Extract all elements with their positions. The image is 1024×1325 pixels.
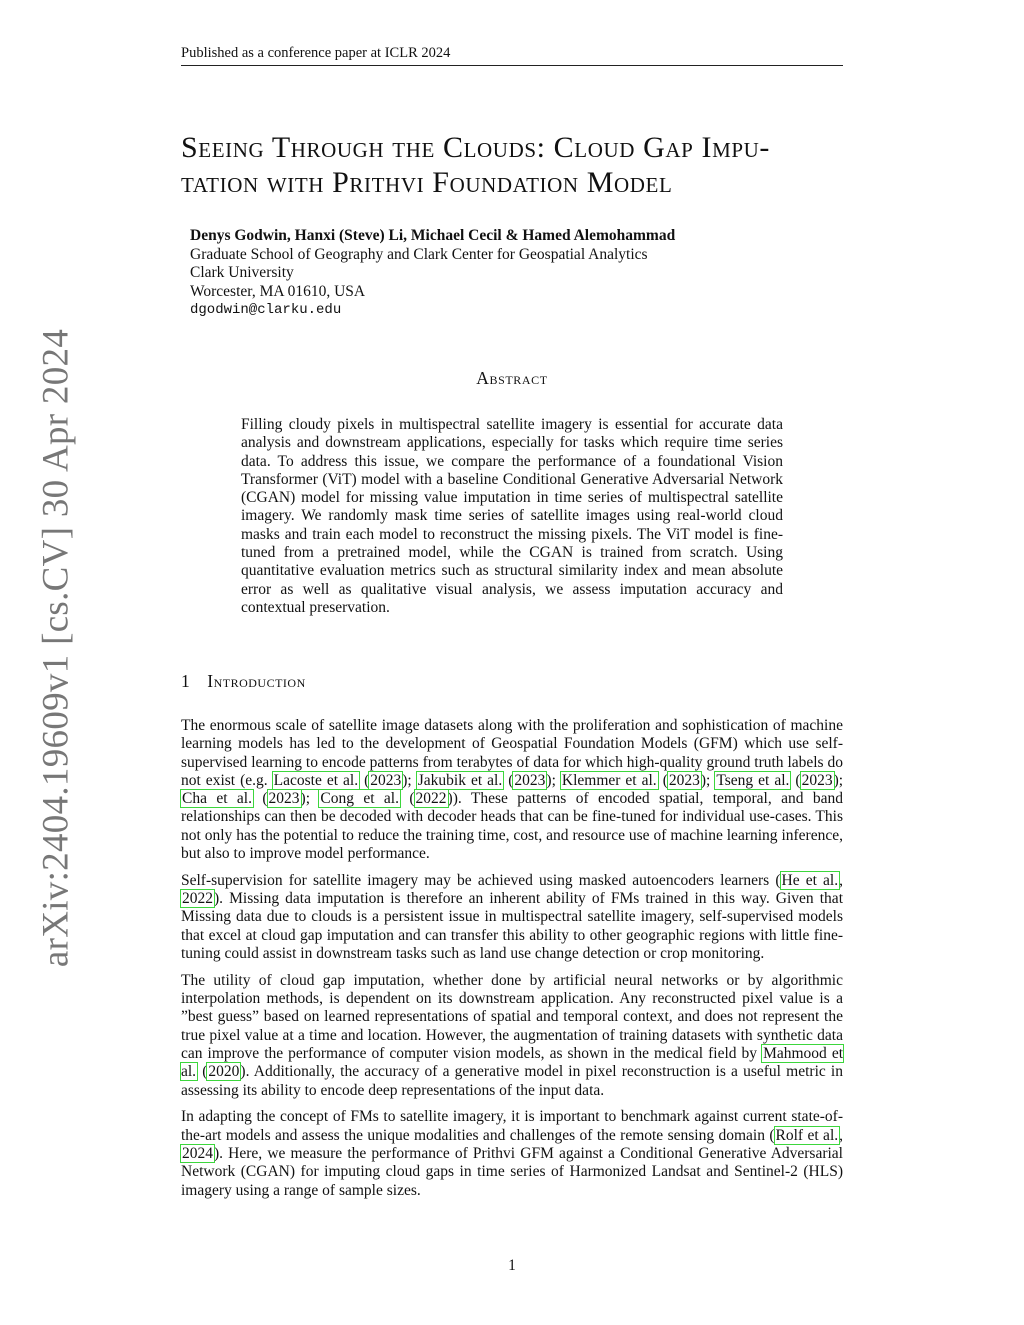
arxiv-identifier-stamp: arXiv:2404.19609v1 [cs.CV] 30 Apr 2024 — [35, 328, 77, 968]
title-line-1: Seeing Through the Clouds: Cloud Gap Impu- — [181, 131, 770, 164]
citation-link[interactable]: Jakubik et al. — [417, 771, 503, 789]
paragraph-4: In adapting the concept of FMs to satellite imagery, it is important to benchmark against current state-of-the-art models and assess the unique modalities and challenges of the remote sensing domain (Rolf et al., 2024). Here, we measure the performance of Prithvi GFM against a Conditional Generative Adversarial Network (CGAN) for imputing cloud gaps in time series of Harmonized Landsat and Sentinel-2 (HLS) imagery using a range of sample sizes. — [181, 1108, 843, 1199]
section-number: 1 — [181, 671, 191, 691]
citation-link[interactable]: Mahmood et al. — [181, 1045, 844, 1081]
author-email[interactable]: dgodwin@clarku.edu — [190, 302, 342, 319]
citation-link[interactable]: Cong et al. — [320, 790, 399, 808]
citation-link[interactable]: 2023 — [370, 771, 402, 789]
title-line-2: tation with Prithvi Foundation Model — [181, 166, 673, 199]
paragraph-text: The utility of cloud gap imputation, whether done by artificial neural networks or by algorithmic interpolation methods, is dependent on its downstream application. Any reconstructed pixel value is a ”best guess” based on learned representations of spatial and temporal context, and does not represent the true pixel value at a time and location. However, the augmentation of training datasets with synthetic data can improve the performance of computer vision models, as shown in the medical field by — [181, 971, 843, 1063]
section-heading-introduction — [181, 671, 306, 692]
abstract-text: Filling cloudy pixels in multispectral satellite imagery is essential for accurate data analysis and downstream applications, especially for tasks which require time series data. To address this issue, we compare the performance of a foundational Vision Transformer (ViT) model with a baseline Conditional Generative Adversarial Network (CGAN) model for missing value imputation in time series of multispectral satellite imagery. We randomly mask time series of satellite images using real-world cloud masks and train each model to reconstruct the missing pixels. The ViT model is fine-tuned from a pretrained model, while the CGAN is trained from scratch. Using quantitative evaluation metrics such as structural similarity index and mean absolute error as well as qualitative visual analysis, we assess imputation accuracy and contextual preservation. — [241, 416, 783, 616]
paragraph-text: Self-supervision for satellite imagery may be achieved using masked autoencoders learners ( — [181, 871, 781, 889]
running-header: Published as a conference paper at ICLR 2024 — [181, 44, 843, 66]
paragraph-text: ). Missing data imputation is therefore an inherent ability of FMs trained in this way. Given that Missing data due to clouds is a persistent issue in multispectral satellite imagery, self-supervised models that excel at cloud gap imputation and can transfer this ability to other geographic regions with little fine-tuning could assist in downstream tasks such as land use change detection or crop monitoring. — [181, 890, 843, 963]
citation-link[interactable]: 2023 — [268, 790, 300, 808]
author-address: Worcester, MA 01610, USA — [190, 282, 366, 300]
author-names: Denys Godwin, Hanxi (Steve) Li, Michael Cecil & Hamed Alemohammad — [190, 227, 676, 244]
author-university: Clark University — [190, 264, 294, 282]
citation-link[interactable]: Rolf et al. — [775, 1126, 839, 1144]
citation-link[interactable]: 2023 — [668, 771, 700, 789]
abstract-heading: Abstract — [476, 368, 548, 388]
citation-link[interactable]: 2022 — [415, 790, 447, 808]
paragraph-text: ). These patterns of encoded spatial, temporal, and band relationships can then be decoded with decoder heads that can be fine-tuned for individual use-cases. This not only has the potential to reduce the training time, cost, and resource use of machine learning inference, but also to improve model performance. — [181, 790, 843, 863]
citation-link[interactable]: 2022 — [182, 890, 213, 908]
citation-link[interactable]: 2024 — [182, 1145, 213, 1163]
paragraph-1: The enormous scale of satellite image datasets along with the proliferation and sophistication of machine learning models has led to the development of Geospatial Foundation Models (GFM) which use self-supervised learning to encode patterns from terabytes of data for which high-quality ground truth labels do not exist (e.g. Lacoste et al. (2023); Jakubik et al. (2023); Klemmer et al. (2023); Tseng et al. (2023); Cha et al. (2023); Cong et al. (2022)). These patterns of encoded spatial, temporal, and band relationships can then be decoded with decoder heads that can be fine-tuned for individual use-cases. This not only has the potential to reduce the training time, cost, and resource use of machine learning inference, but also to improve model performance. — [181, 717, 844, 863]
paragraph-3: The utility of cloud gap imputation, whether done by artificial neural networks or by algorithmic interpolation methods, is dependent on its downstream application. Any reconstructed pixel value is a ”best guess” based on learned representations of spatial and temporal context, and does not represent the true pixel value at a time and location. However, the augmentation of training datasets with synthetic data can improve the performance of computer vision models, as shown in the medical field by Mahmood et al. (2020). Additionally, the accuracy of a generative model in pixel reconstruction is a useful metric in assessing its ability to encode deep representations of the input data. — [181, 971, 844, 1099]
paragraph-text: ). Additionally, the accuracy of a generative model in pixel reconstruction is a useful metric in assessing its ability to encode deep representations of the input data. — [181, 1063, 843, 1099]
paragraph-text: In adapting the concept of FMs to satellite imagery, it is important to benchmark against current state-of-the-art models and assess the unique modalities and challenges of the remote sensing domain ( — [181, 1108, 843, 1144]
citation-link[interactable]: 2023 — [801, 771, 833, 789]
citation-link[interactable]: Klemmer et al. — [561, 771, 657, 789]
citation-link[interactable]: He et al. — [781, 871, 839, 889]
citation-link[interactable]: Cha et al. — [182, 790, 252, 808]
author-affiliation: Graduate School of Geography and Clark Center for Geospatial Analytics — [190, 245, 648, 263]
citation-link[interactable]: 2023 — [514, 771, 546, 789]
paragraph-text: ). Here, we measure the performance of Prithvi GFM against a Conditional Generative Adversarial Network (CGAN) for imputing cloud gaps in time series of Harmonized Landsat and Sentinel-2 (HLS) imagery using a range of sample sizes. — [181, 1145, 843, 1199]
section-title: Introduction — [207, 671, 306, 691]
citation-link[interactable]: Lacoste et al. — [273, 771, 359, 789]
paper-title — [181, 130, 861, 200]
citation-link[interactable]: Tseng et al. — [716, 771, 790, 789]
paragraph-text: The enormous scale of satellite image datasets along with the proliferation and sophistication of machine learning models has led to the development of Geospatial Foundation Models (GFM) which use self-supervised learning to encode patterns from terabytes of data for which high-quality ground truth labels do not exist (e.g. — [181, 717, 843, 789]
author-block — [190, 227, 830, 320]
citation-link[interactable]: 2020 — [208, 1063, 240, 1081]
page-number: 1 — [508, 1257, 516, 1274]
paragraph-2: Self-supervision for satellite imagery may be achieved using masked autoencoders learners (He et al., 2022). Missing data imputation is therefore an inherent ability of FMs trained in this way. Given that Missing data due to clouds is a persistent issue in multispectral satellite imagery, self-supervised models that excel at cloud gap imputation and can transfer this ability to other geographic regions with little fine-tuning could assist in downstream tasks such as land use change detection or crop monitoring. — [181, 871, 843, 963]
introduction-body — [181, 717, 843, 1208]
